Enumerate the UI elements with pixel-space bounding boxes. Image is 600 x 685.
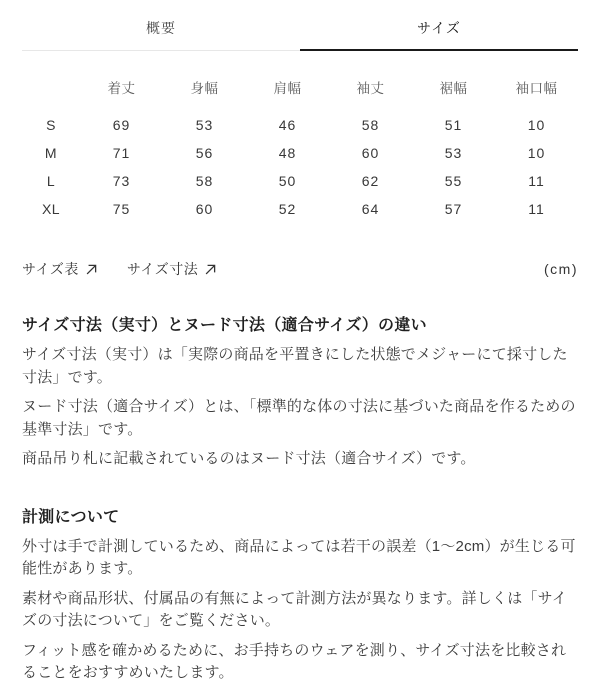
links-container: [22, 259, 216, 279]
size-value-cell: 60: [195, 201, 214, 217]
size-table-row: [22, 139, 578, 167]
text-section: [22, 312, 578, 471]
paragraph: サイズ寸法（実寸）は「実際の商品を平置きにした状態でメジャーにて採寸した寸法」です。: [22, 346, 568, 386]
size-row-label: XL: [41, 201, 61, 217]
paragraph: フィット感を確かめるために、お手持ちのウェアを測り、サイズ寸法を比較されることをおすすめいたします。: [22, 641, 567, 681]
links-row: [22, 259, 578, 279]
tab-bar: [22, 10, 578, 51]
size-value-cell: 50: [278, 173, 297, 189]
size-value-cell: 46: [278, 117, 297, 133]
column-header: 袖口幅: [515, 81, 558, 96]
column-header: 肩幅: [273, 81, 302, 96]
size-value-cell: 69: [112, 117, 131, 133]
size-row-label: L: [46, 173, 56, 189]
size-value-cell: 60: [361, 145, 380, 161]
tab-size[interactable]: サイズ: [300, 10, 578, 51]
size-value-cell: 11: [528, 201, 545, 217]
size-row-label: S: [46, 117, 56, 133]
size-value-cell: 53: [195, 117, 214, 133]
size-table-header-row: [22, 73, 578, 111]
size-value-cell: 51: [444, 117, 463, 133]
paragraph: 商品吊り札に記載されているのはヌード寸法（適合サイズ）です。: [22, 450, 476, 467]
size-value-cell: 52: [278, 201, 297, 217]
size-value-cell: 11: [528, 173, 545, 189]
column-header: 着丈: [107, 81, 136, 96]
size-row-label: M: [44, 145, 58, 161]
size-value-cell: 58: [195, 173, 214, 189]
size-table-body: [22, 111, 578, 223]
size-value-cell: 48: [278, 145, 297, 161]
unit-label: (cm): [544, 261, 578, 277]
size-table: [22, 73, 578, 223]
size-column-spacer: [22, 73, 80, 111]
size-value-cell: 62: [361, 173, 380, 189]
size-value-cell: 58: [361, 117, 380, 133]
size-value-cell: 10: [527, 117, 546, 133]
column-header: 袖丈: [356, 81, 385, 96]
paragraph: 外寸は手で計測しているため、商品によっては若干の誤差（1〜2cm）が生じる可能性があります。: [22, 537, 576, 577]
size-measurement-link[interactable]: [127, 259, 216, 279]
column-header: 裾幅: [439, 81, 468, 96]
size-value-cell: 73: [112, 173, 131, 189]
size-table-row: [22, 195, 578, 223]
paragraph: 素材や商品形状、付属品の有無によって計測方法が異なります。詳しくは「サイズの寸法について」をご覧ください。: [22, 589, 567, 629]
size-measurement-link-label: サイズ寸法: [126, 261, 199, 277]
section-heading: サイズ寸法（実寸）とヌード寸法（適合サイズ）の違い: [22, 317, 427, 334]
size-value-cell: 71: [112, 145, 131, 161]
column-header: 身幅: [190, 81, 219, 96]
sections-container: [22, 312, 578, 685]
size-value-cell: 10: [527, 145, 546, 161]
size-value-cell: 75: [112, 201, 131, 217]
arrow-up-right-icon: [205, 264, 216, 275]
paragraph: ヌード寸法（適合サイズ）とは、「標準的な体の寸法に基づいた商品を作るための基準寸法」です。: [22, 398, 576, 438]
size-value-cell: 55: [444, 173, 463, 189]
section-heading: 計測について: [22, 508, 120, 526]
size-table-row: [22, 111, 578, 139]
size-value-cell: 53: [444, 145, 463, 161]
size-value-cell: 57: [444, 201, 463, 217]
arrow-up-right-icon: [86, 264, 97, 275]
tab-overview[interactable]: 概要: [22, 10, 300, 51]
size-table-row: [22, 167, 578, 195]
text-section: [22, 504, 578, 685]
size-chart-link-label: サイズ表: [22, 261, 79, 277]
size-value-cell: 64: [361, 201, 380, 217]
size-chart-link[interactable]: [22, 259, 97, 279]
size-value-cell: 56: [195, 145, 214, 161]
